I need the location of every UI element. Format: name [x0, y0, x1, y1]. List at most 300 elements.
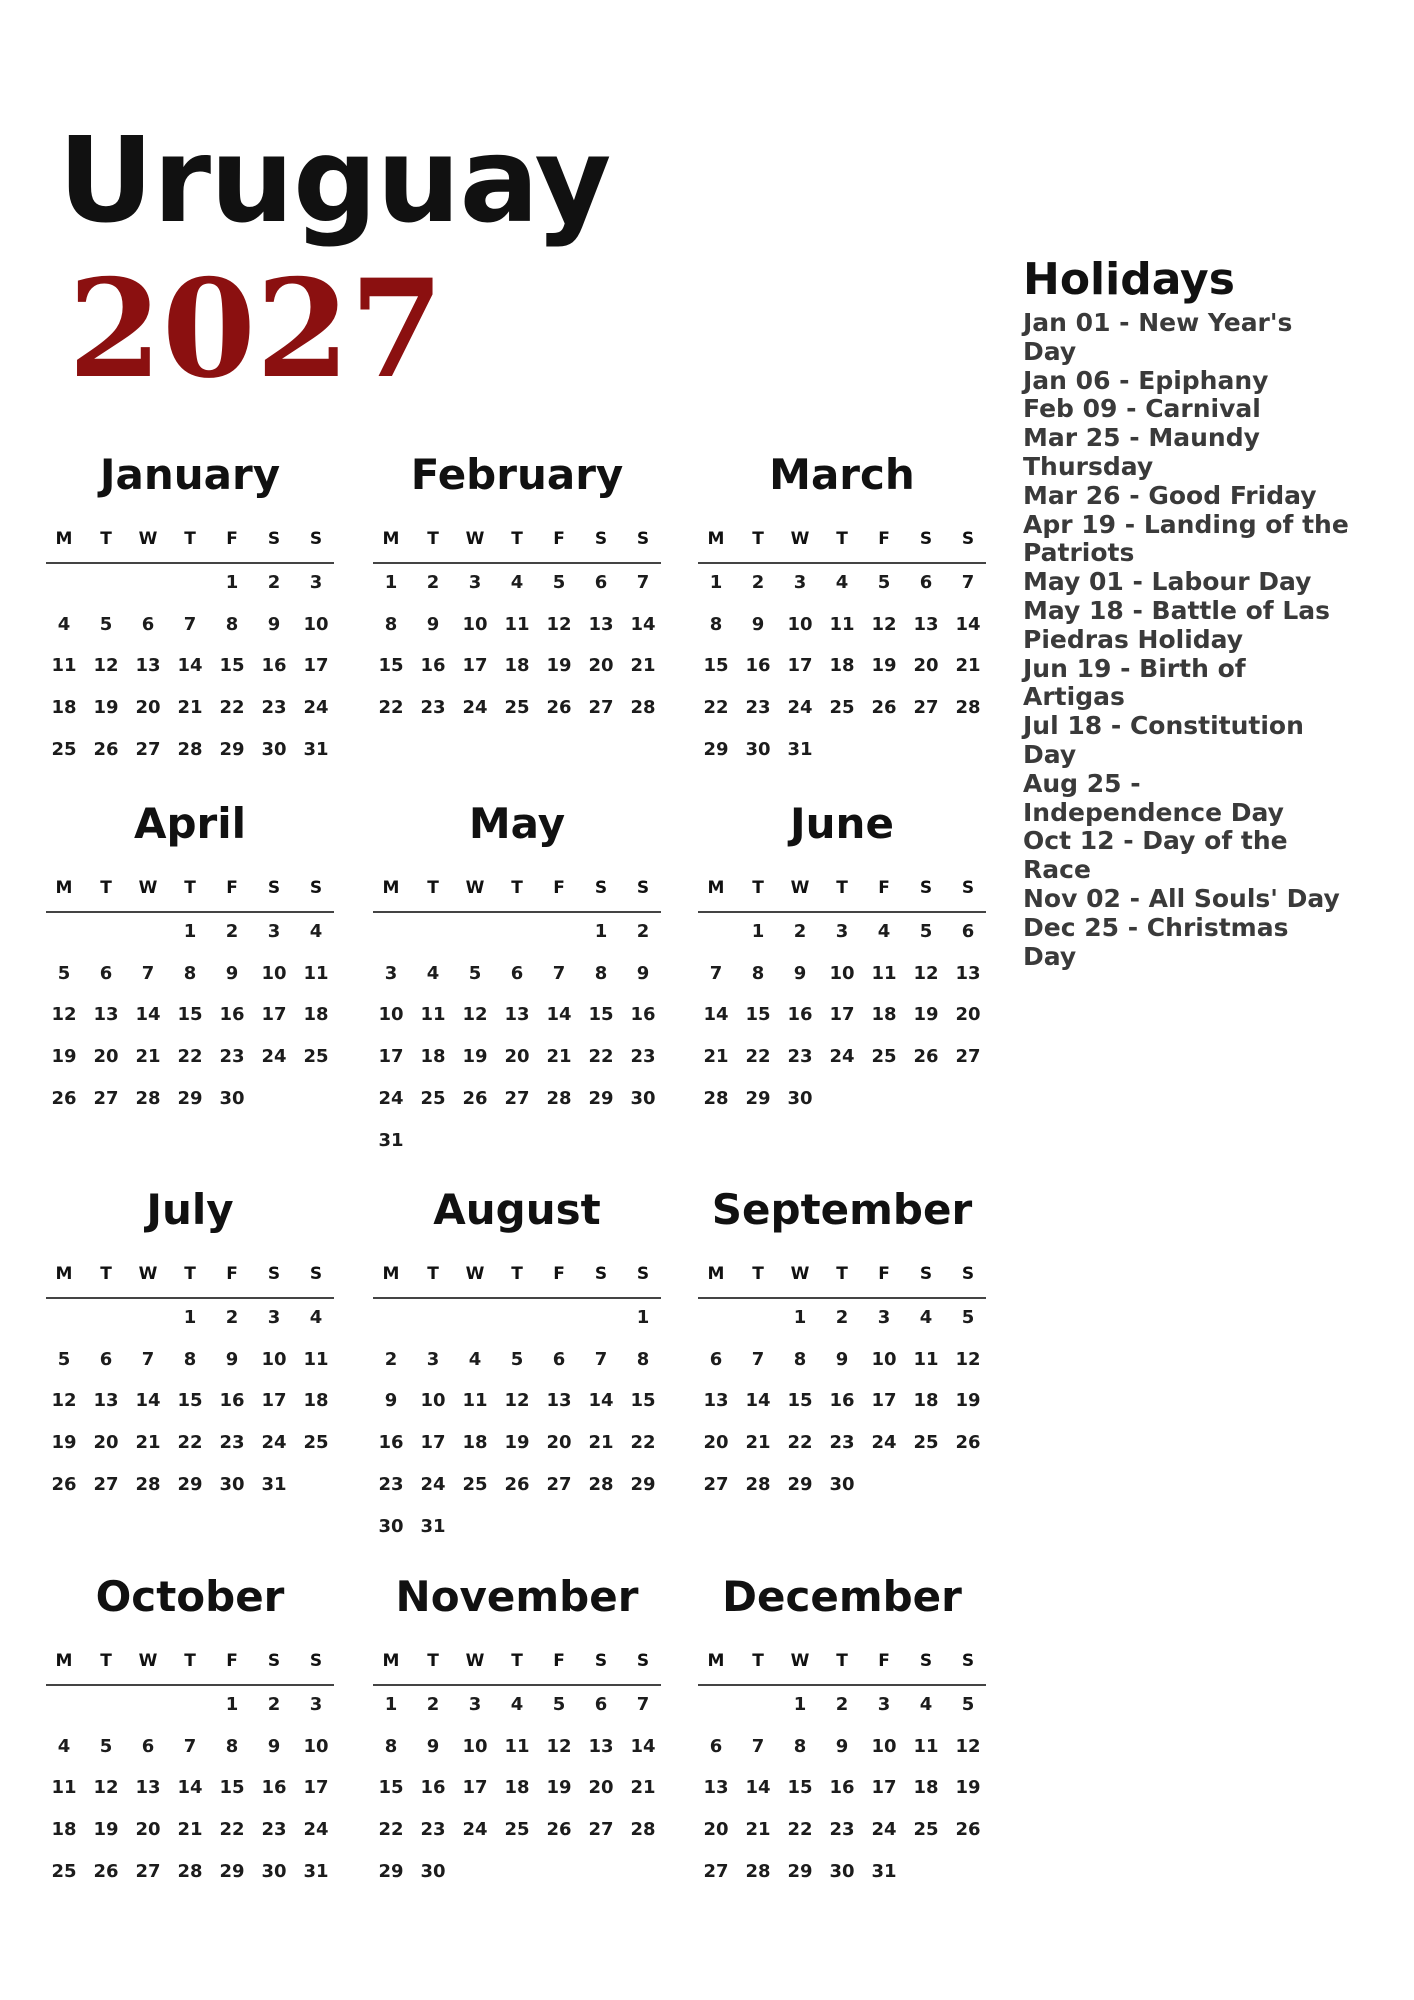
holiday-line: Piedras Holiday	[1023, 624, 1244, 654]
weekday-label: T	[836, 878, 848, 898]
day-cell: 21	[955, 655, 981, 677]
day-cell: 29	[177, 1087, 203, 1109]
day-cell: 18	[420, 1046, 446, 1068]
day-cell: 14	[135, 1004, 161, 1026]
holiday-entry	[1023, 395, 1403, 424]
weekday-label: M	[55, 529, 73, 549]
day-cell: 14	[955, 613, 981, 635]
day-cell: 1	[183, 921, 197, 942]
holiday-entry	[1023, 712, 1403, 770]
day-cell: 11	[829, 613, 855, 635]
month-name: June	[790, 799, 894, 848]
day-cell: 10	[378, 1004, 404, 1026]
day-cell: 6	[99, 962, 113, 984]
weekday-underline	[698, 911, 986, 913]
weekday-label: S	[961, 878, 975, 898]
day-cell: 28	[177, 738, 203, 760]
day-cell: 6	[99, 1348, 113, 1370]
day-cell: 17	[378, 1046, 404, 1068]
holiday-entry	[1023, 655, 1403, 713]
day-cell: 11	[462, 1390, 488, 1412]
day-cell: 22	[219, 697, 245, 719]
weekday-label: T	[511, 1264, 523, 1284]
holiday-entry	[1023, 568, 1403, 597]
weekday-label: F	[226, 529, 238, 549]
day-cell: 8	[384, 613, 398, 635]
day-cell: 17	[303, 655, 329, 677]
day-cell: 31	[420, 1515, 446, 1537]
day-cell: 25	[420, 1087, 446, 1109]
day-cell: 5	[99, 613, 113, 635]
day-cell: 19	[93, 697, 119, 719]
day-cell: 21	[135, 1432, 161, 1454]
day-cell: 13	[504, 1004, 530, 1026]
day-cell: 15	[219, 655, 245, 677]
day-cell: 30	[829, 1473, 855, 1495]
holiday-entry	[1023, 309, 1403, 367]
day-cell: 12	[93, 1777, 119, 1799]
day-cell: 28	[630, 1819, 656, 1841]
month-name: September	[711, 1185, 973, 1234]
day-cell: 31	[378, 1129, 404, 1151]
day-cell: 29	[378, 1860, 404, 1882]
day-cell: 20	[588, 655, 614, 677]
day-cell: 9	[225, 962, 239, 984]
day-cell: 5	[961, 1307, 975, 1328]
month-block-october	[44, 1569, 336, 1969]
day-cell: 27	[135, 738, 161, 760]
month-block-may	[371, 796, 663, 1196]
day-cell: 7	[183, 613, 197, 635]
day-cell: 15	[378, 1777, 404, 1799]
day-cell: 3	[267, 1307, 281, 1328]
day-cell: 21	[630, 1777, 656, 1799]
day-cell: 19	[546, 655, 572, 677]
day-cell: 30	[261, 1860, 287, 1882]
day-cell: 26	[462, 1087, 488, 1109]
day-cell: 10	[462, 613, 488, 635]
weekday-label: T	[100, 1651, 112, 1671]
day-cell: 10	[261, 962, 287, 984]
day-cell: 5	[468, 962, 482, 984]
day-cell: 13	[93, 1390, 119, 1412]
weekday-label: M	[55, 878, 73, 898]
day-cell: 24	[261, 1046, 287, 1068]
holiday-line: Oct 12 - Day of the	[1023, 826, 1288, 856]
weekday-label: T	[511, 1651, 523, 1671]
day-cell: 3	[877, 1307, 891, 1328]
day-cell: 17	[303, 1777, 329, 1799]
weekday-label: F	[226, 1264, 238, 1284]
day-cell: 31	[261, 1473, 287, 1495]
day-cell: 3	[468, 572, 482, 593]
month-name: December	[722, 1572, 962, 1621]
day-cell: 9	[835, 1735, 849, 1757]
weekday-label: S	[919, 878, 933, 898]
day-cell: 19	[51, 1432, 77, 1454]
day-cell: 23	[420, 697, 446, 719]
day-cell: 7	[552, 962, 566, 984]
day-cell: 13	[588, 613, 614, 635]
weekday-label: F	[226, 878, 238, 898]
weekday-label: F	[553, 529, 565, 549]
day-cell: 4	[426, 962, 440, 984]
day-cell: 2	[225, 1307, 239, 1328]
weekday-label: S	[267, 878, 281, 898]
day-cell: 28	[546, 1087, 572, 1109]
day-cell: 5	[99, 1735, 113, 1757]
weekday-label: F	[226, 1651, 238, 1671]
day-cell: 15	[588, 1004, 614, 1026]
weekday-underline	[373, 1297, 661, 1299]
day-cell: 5	[57, 962, 71, 984]
day-cell: 20	[913, 655, 939, 677]
day-cell: 30	[219, 1087, 245, 1109]
day-cell: 21	[703, 1046, 729, 1068]
month-name: April	[133, 799, 247, 848]
day-cell: 25	[871, 1046, 897, 1068]
weekday-label: F	[878, 1651, 890, 1671]
day-cell: 2	[426, 572, 440, 593]
day-cell: 5	[57, 1348, 71, 1370]
day-cell: 14	[630, 613, 656, 635]
day-cell: 26	[51, 1473, 77, 1495]
day-cell: 18	[303, 1004, 329, 1026]
day-cell: 9	[384, 1390, 398, 1412]
day-cell: 29	[219, 1860, 245, 1882]
day-cell: 28	[135, 1473, 161, 1495]
day-cell: 12	[546, 1735, 572, 1757]
day-cell: 4	[57, 613, 71, 635]
day-cell: 16	[420, 1777, 446, 1799]
weekday-label: M	[707, 1264, 725, 1284]
weekday-underline	[373, 1684, 661, 1686]
day-cell: 20	[135, 697, 161, 719]
day-cell: 8	[384, 1735, 398, 1757]
day-cell: 28	[703, 1087, 729, 1109]
day-cell: 18	[51, 697, 77, 719]
holiday-line: Feb 09 - Carnival	[1023, 394, 1261, 424]
weekday-label: M	[707, 529, 725, 549]
day-cell: 17	[261, 1390, 287, 1412]
holiday-entry	[1023, 827, 1403, 885]
day-cell: 16	[378, 1432, 404, 1454]
day-cell: 10	[871, 1735, 897, 1757]
weekday-label: T	[427, 1264, 439, 1284]
day-cell: 15	[787, 1777, 813, 1799]
weekday-label: W	[138, 878, 158, 898]
day-cell: 16	[630, 1004, 656, 1026]
day-cell: 6	[919, 572, 933, 593]
day-cell: 28	[588, 1473, 614, 1495]
weekday-label: T	[184, 529, 196, 549]
month-block-march	[696, 447, 988, 847]
day-cell: 2	[835, 1307, 849, 1328]
holiday-list	[1023, 309, 1403, 971]
day-cell: 28	[955, 697, 981, 719]
holiday-line: Patriots	[1023, 538, 1135, 568]
day-cell: 15	[177, 1390, 203, 1412]
weekday-label: T	[427, 878, 439, 898]
day-cell: 13	[135, 1777, 161, 1799]
weekday-label: T	[184, 1264, 196, 1284]
day-cell: 1	[793, 1307, 807, 1328]
day-cell: 25	[913, 1819, 939, 1841]
month-name: March	[769, 450, 915, 499]
day-cell: 9	[793, 962, 807, 984]
day-cell: 22	[745, 1046, 771, 1068]
day-cell: 27	[546, 1473, 572, 1495]
day-cell: 26	[93, 1860, 119, 1882]
weekday-label: S	[919, 1264, 933, 1284]
day-cell: 1	[225, 572, 239, 593]
day-cell: 27	[913, 697, 939, 719]
day-cell: 6	[709, 1735, 723, 1757]
day-cell: 1	[709, 572, 723, 593]
day-cell: 29	[219, 738, 245, 760]
weekday-label: T	[836, 1651, 848, 1671]
holiday-entry	[1023, 770, 1403, 828]
month-name: October	[95, 1572, 285, 1621]
weekday-label: F	[553, 1651, 565, 1671]
holiday-line: Dec 25 - Christmas	[1023, 912, 1289, 942]
day-cell: 28	[177, 1860, 203, 1882]
weekday-label: T	[752, 1264, 764, 1284]
day-cell: 26	[913, 1046, 939, 1068]
day-cell: 10	[829, 962, 855, 984]
day-cell: 14	[588, 1390, 614, 1412]
weekday-underline	[46, 1297, 334, 1299]
day-cell: 11	[303, 962, 329, 984]
weekday-label: W	[465, 1651, 485, 1671]
day-cell: 24	[829, 1046, 855, 1068]
weekday-underline	[373, 911, 661, 913]
day-cell: 21	[588, 1432, 614, 1454]
day-cell: 25	[913, 1432, 939, 1454]
holidays-heading: Holidays	[1023, 254, 1235, 305]
day-cell: 21	[745, 1432, 771, 1454]
day-cell: 26	[546, 1819, 572, 1841]
month-name: February	[410, 450, 624, 499]
month-name: November	[395, 1572, 639, 1621]
day-cell: 9	[267, 1735, 281, 1757]
day-cell: 7	[141, 1348, 155, 1370]
day-cell: 13	[913, 613, 939, 635]
day-cell: 12	[913, 962, 939, 984]
day-cell: 18	[462, 1432, 488, 1454]
day-cell: 7	[751, 1348, 765, 1370]
day-cell: 2	[835, 1694, 849, 1715]
weekday-label: S	[636, 529, 650, 549]
day-cell: 24	[787, 697, 813, 719]
month-block-december	[696, 1569, 988, 1969]
day-cell: 28	[745, 1473, 771, 1495]
holiday-entry	[1023, 597, 1403, 655]
day-cell: 11	[51, 1777, 77, 1799]
day-cell: 19	[51, 1046, 77, 1068]
day-cell: 22	[378, 1819, 404, 1841]
day-cell: 26	[93, 738, 119, 760]
day-cell: 19	[955, 1390, 981, 1412]
day-cell: 14	[703, 1004, 729, 1026]
holiday-line: Mar 25 - Maundy	[1023, 423, 1260, 453]
day-cell: 21	[177, 1819, 203, 1841]
day-cell: 31	[303, 738, 329, 760]
day-cell: 13	[93, 1004, 119, 1026]
day-cell: 10	[871, 1348, 897, 1370]
month-block-august	[371, 1182, 663, 1582]
day-cell: 3	[309, 572, 323, 593]
day-cell: 26	[51, 1087, 77, 1109]
weekday-label: T	[511, 878, 523, 898]
holiday-line: Artigas	[1023, 682, 1125, 712]
day-cell: 23	[261, 1819, 287, 1841]
day-cell: 24	[261, 1432, 287, 1454]
day-cell: 18	[51, 1819, 77, 1841]
day-cell: 9	[835, 1348, 849, 1370]
day-cell: 8	[225, 1735, 239, 1757]
day-cell: 9	[751, 613, 765, 635]
day-cell: 7	[636, 1694, 650, 1715]
day-cell: 23	[829, 1819, 855, 1841]
day-cell: 30	[261, 738, 287, 760]
day-cell: 20	[93, 1046, 119, 1068]
day-cell: 15	[787, 1390, 813, 1412]
day-cell: 6	[141, 613, 155, 635]
day-cell: 17	[787, 655, 813, 677]
year-title: 2027	[68, 249, 444, 408]
weekday-label: T	[427, 1651, 439, 1671]
weekday-label: M	[707, 878, 725, 898]
day-cell: 9	[267, 613, 281, 635]
weekday-label: M	[55, 1651, 73, 1671]
day-cell: 17	[261, 1004, 287, 1026]
holiday-line: Race	[1023, 855, 1091, 885]
day-cell: 4	[919, 1307, 933, 1328]
day-cell: 4	[510, 1694, 524, 1715]
weekday-label: W	[138, 529, 158, 549]
day-cell: 5	[877, 572, 891, 593]
day-cell: 18	[871, 1004, 897, 1026]
day-cell: 25	[51, 1860, 77, 1882]
day-cell: 11	[504, 613, 530, 635]
weekday-label: S	[309, 1264, 323, 1284]
day-cell: 6	[594, 572, 608, 593]
day-cell: 17	[462, 655, 488, 677]
day-cell: 24	[420, 1473, 446, 1495]
weekday-label: W	[138, 1651, 158, 1671]
day-cell: 1	[594, 921, 608, 942]
day-cell: 6	[961, 921, 975, 942]
day-cell: 30	[420, 1860, 446, 1882]
holidays-panel	[1023, 254, 1403, 971]
day-cell: 11	[913, 1348, 939, 1370]
weekday-label: S	[594, 878, 608, 898]
day-cell: 3	[426, 1348, 440, 1370]
day-cell: 1	[384, 1694, 398, 1715]
day-cell: 18	[504, 1777, 530, 1799]
day-cell: 27	[703, 1473, 729, 1495]
day-cell: 12	[955, 1348, 981, 1370]
day-cell: 19	[504, 1432, 530, 1454]
day-cell: 1	[225, 1694, 239, 1715]
day-cell: 15	[378, 655, 404, 677]
weekday-label: S	[309, 529, 323, 549]
day-cell: 16	[829, 1777, 855, 1799]
day-cell: 25	[303, 1432, 329, 1454]
day-cell: 3	[384, 962, 398, 984]
day-cell: 30	[745, 738, 771, 760]
holiday-line: Jun 19 - Birth of	[1023, 653, 1246, 683]
day-cell: 18	[913, 1777, 939, 1799]
day-cell: 9	[225, 1348, 239, 1370]
day-cell: 11	[420, 1004, 446, 1026]
weekday-label: M	[382, 878, 400, 898]
day-cell: 8	[793, 1735, 807, 1757]
day-cell: 12	[51, 1390, 77, 1412]
day-cell: 20	[504, 1046, 530, 1068]
day-cell: 29	[177, 1473, 203, 1495]
weekday-label: T	[427, 529, 439, 549]
day-cell: 11	[871, 962, 897, 984]
day-cell: 8	[183, 1348, 197, 1370]
weekday-label: W	[138, 1264, 158, 1284]
day-cell: 23	[219, 1432, 245, 1454]
day-cell: 27	[703, 1860, 729, 1882]
day-cell: 7	[961, 572, 975, 593]
month-name: January	[99, 450, 281, 499]
day-cell: 21	[630, 655, 656, 677]
day-cell: 22	[177, 1046, 203, 1068]
day-cell: 16	[829, 1390, 855, 1412]
day-cell: 25	[504, 697, 530, 719]
day-cell: 1	[793, 1694, 807, 1715]
weekday-underline	[698, 562, 986, 564]
day-cell: 22	[787, 1432, 813, 1454]
day-cell: 29	[703, 738, 729, 760]
day-cell: 15	[745, 1004, 771, 1026]
day-cell: 5	[919, 921, 933, 942]
day-cell: 14	[745, 1390, 771, 1412]
day-cell: 14	[745, 1777, 771, 1799]
day-cell: 26	[546, 697, 572, 719]
holiday-entry	[1023, 914, 1403, 972]
day-cell: 30	[787, 1087, 813, 1109]
day-cell: 22	[630, 1432, 656, 1454]
weekday-label: M	[707, 1651, 725, 1671]
day-cell: 27	[588, 697, 614, 719]
weekday-label: F	[553, 878, 565, 898]
month-name: May	[468, 799, 566, 848]
day-cell: 13	[703, 1390, 729, 1412]
day-cell: 12	[51, 1004, 77, 1026]
weekday-label: S	[636, 1264, 650, 1284]
day-cell: 10	[787, 613, 813, 635]
day-cell: 13	[546, 1390, 572, 1412]
day-cell: 4	[835, 572, 849, 593]
weekday-label: S	[309, 1651, 323, 1671]
day-cell: 20	[588, 1777, 614, 1799]
day-cell: 16	[261, 655, 287, 677]
weekday-label: W	[465, 529, 485, 549]
day-cell: 31	[303, 1860, 329, 1882]
day-cell: 20	[93, 1432, 119, 1454]
weekday-label: S	[919, 529, 933, 549]
weekday-label: F	[878, 529, 890, 549]
day-cell: 14	[177, 1777, 203, 1799]
day-cell: 11	[51, 655, 77, 677]
day-cell: 8	[225, 613, 239, 635]
